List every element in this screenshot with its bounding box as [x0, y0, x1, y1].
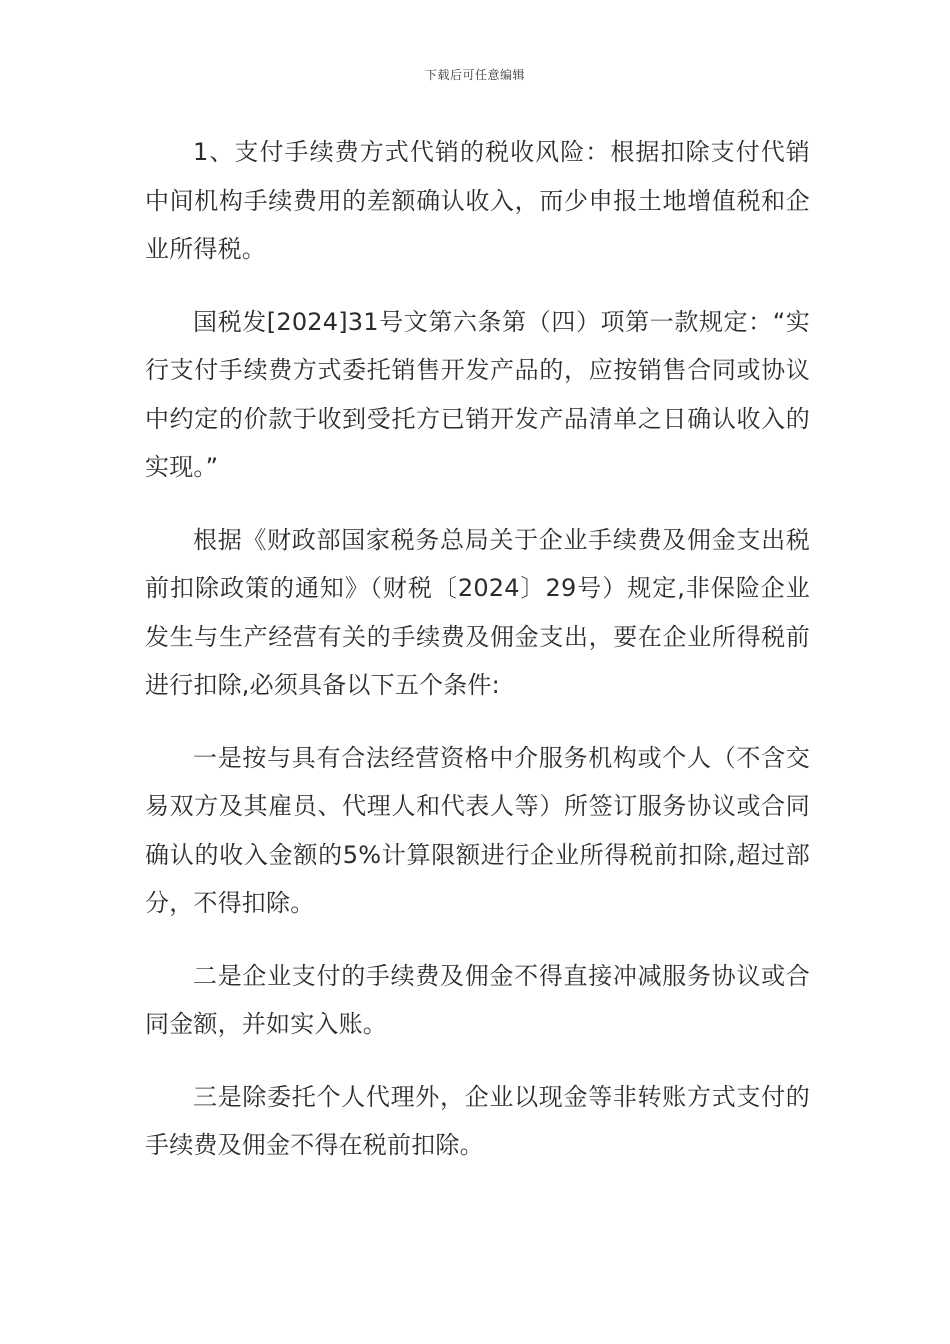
document-body [145, 128, 810, 1194]
page-header: 下载后可任意编辑 [424, 68, 525, 82]
paragraph-5: 二是企业支付的手续费及佣金不得直接冲减服务协议或合同金额，并如实入账。 [145, 961, 810, 1038]
paragraph-6: 三是除委托个人代理外，企业以现金等非转账方式支付的手续费及佣金不得在税前扣除。 [145, 1082, 810, 1159]
paragraph-1: 1、支付手续费方式代销的税收风险：根据扣除支付代销中间机构手续费用的差额确认收入，而少申报土地增值税和企业所得税。 [145, 138, 810, 263]
paragraph-4: 一是按与具有合法经营资格中介服务机构或个人（不含交易双方及其雇员、代理人和代表人等）所签订服务协议或合同确认的收入金额的5%计算限额进行企业所得税前扣除,超过部分，不得扣除。 [145, 743, 810, 917]
paragraph-3: 根据《财政部国家税务总局关于企业手续费及佣金支出税前扣除政策的通知》（财税〔2024〕29号）规定,非保险企业发生与生产经营有关的手续费及佣金支出，要在企业所得税前进行扣除,必须具备以下五个条件: [145, 525, 810, 699]
paragraph-2: 国税发[2024]31号文第六条第（四）项第一款规定：“实行支付手续费方式委托销售开发产品的，应按销售合同或协议中约定的价款于收到受托方已销开发产品清单之日确认收入的实现。” [145, 307, 810, 481]
